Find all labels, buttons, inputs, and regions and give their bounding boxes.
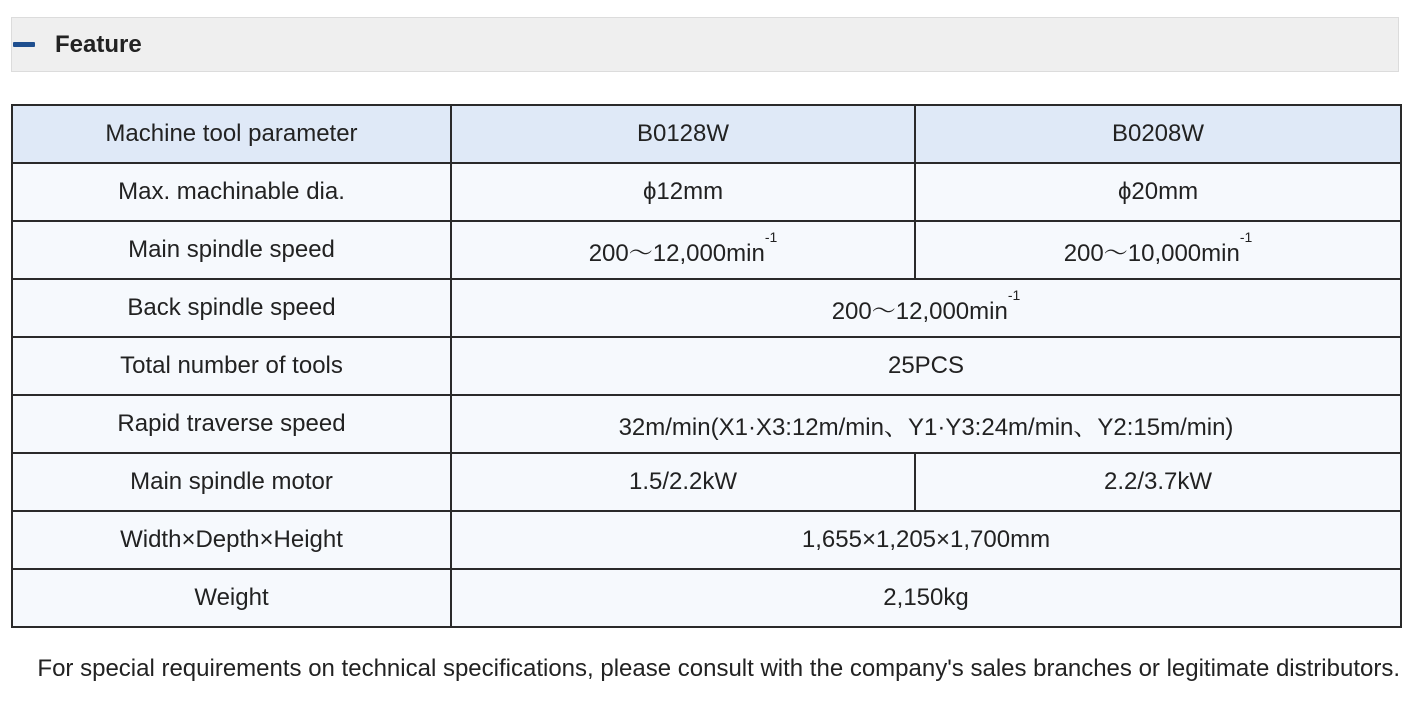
feature-section-header[interactable] — [11, 17, 1399, 72]
table-row — [12, 569, 1401, 627]
row-label: Main spindle motor — [12, 453, 451, 511]
table-row — [12, 221, 1401, 279]
cell-shared: 1,655×1,205×1,700mm — [451, 511, 1401, 569]
cell-model-b — [915, 221, 1401, 279]
cell-shared: 2,150kg — [451, 569, 1401, 627]
row-label: Weight — [12, 569, 451, 627]
table-row — [12, 453, 1401, 511]
footnote: For special requirements on technical specifications, please consult with the company's sales branches or legitimate distributors. — [37, 655, 1400, 682]
cell-model-a: ϕ12mm — [451, 163, 915, 221]
table-row — [12, 163, 1401, 221]
row-label: Main spindle speed — [12, 221, 451, 279]
table-row — [12, 279, 1401, 337]
cell-value: 200～10,000min — [1063, 239, 1240, 267]
row-label: Total number of tools — [12, 337, 451, 395]
cell-shared: 32m/min(X1·X3:12m/min、Y1·Y3:24m/min、Y2:15m/min) — [451, 395, 1401, 453]
cell-model-a: 1.5/2.2kW — [451, 453, 915, 511]
table-row — [12, 337, 1401, 395]
cell-shared: 25PCS — [451, 337, 1401, 395]
table-header-row — [12, 105, 1401, 163]
row-label: Max. machinable dia. — [12, 163, 451, 221]
row-label: Rapid traverse speed — [12, 395, 451, 453]
spec-table — [11, 104, 1402, 628]
section-title: Feature — [55, 30, 142, 58]
header-model-b: B0208W — [915, 105, 1401, 163]
row-label: Width×Depth×Height — [12, 511, 451, 569]
cell-value: 200～12,000min — [831, 297, 1008, 325]
cell-model-a — [451, 221, 915, 279]
cell-shared — [451, 279, 1401, 337]
row-label: Back spindle speed — [12, 279, 451, 337]
superscript: -1 — [764, 228, 778, 245]
header-param: Machine tool parameter — [12, 105, 451, 163]
superscript: -1 — [1007, 286, 1021, 303]
table-row — [12, 511, 1401, 569]
table-row — [12, 395, 1401, 453]
cell-model-b: ϕ20mm — [915, 163, 1401, 221]
cell-model-b: 2.2/3.7kW — [915, 453, 1401, 511]
superscript: -1 — [1239, 228, 1253, 245]
minus-collapse-icon[interactable] — [13, 42, 35, 47]
header-model-a: B0128W — [451, 105, 915, 163]
cell-value: 200～12,000min — [588, 239, 765, 267]
